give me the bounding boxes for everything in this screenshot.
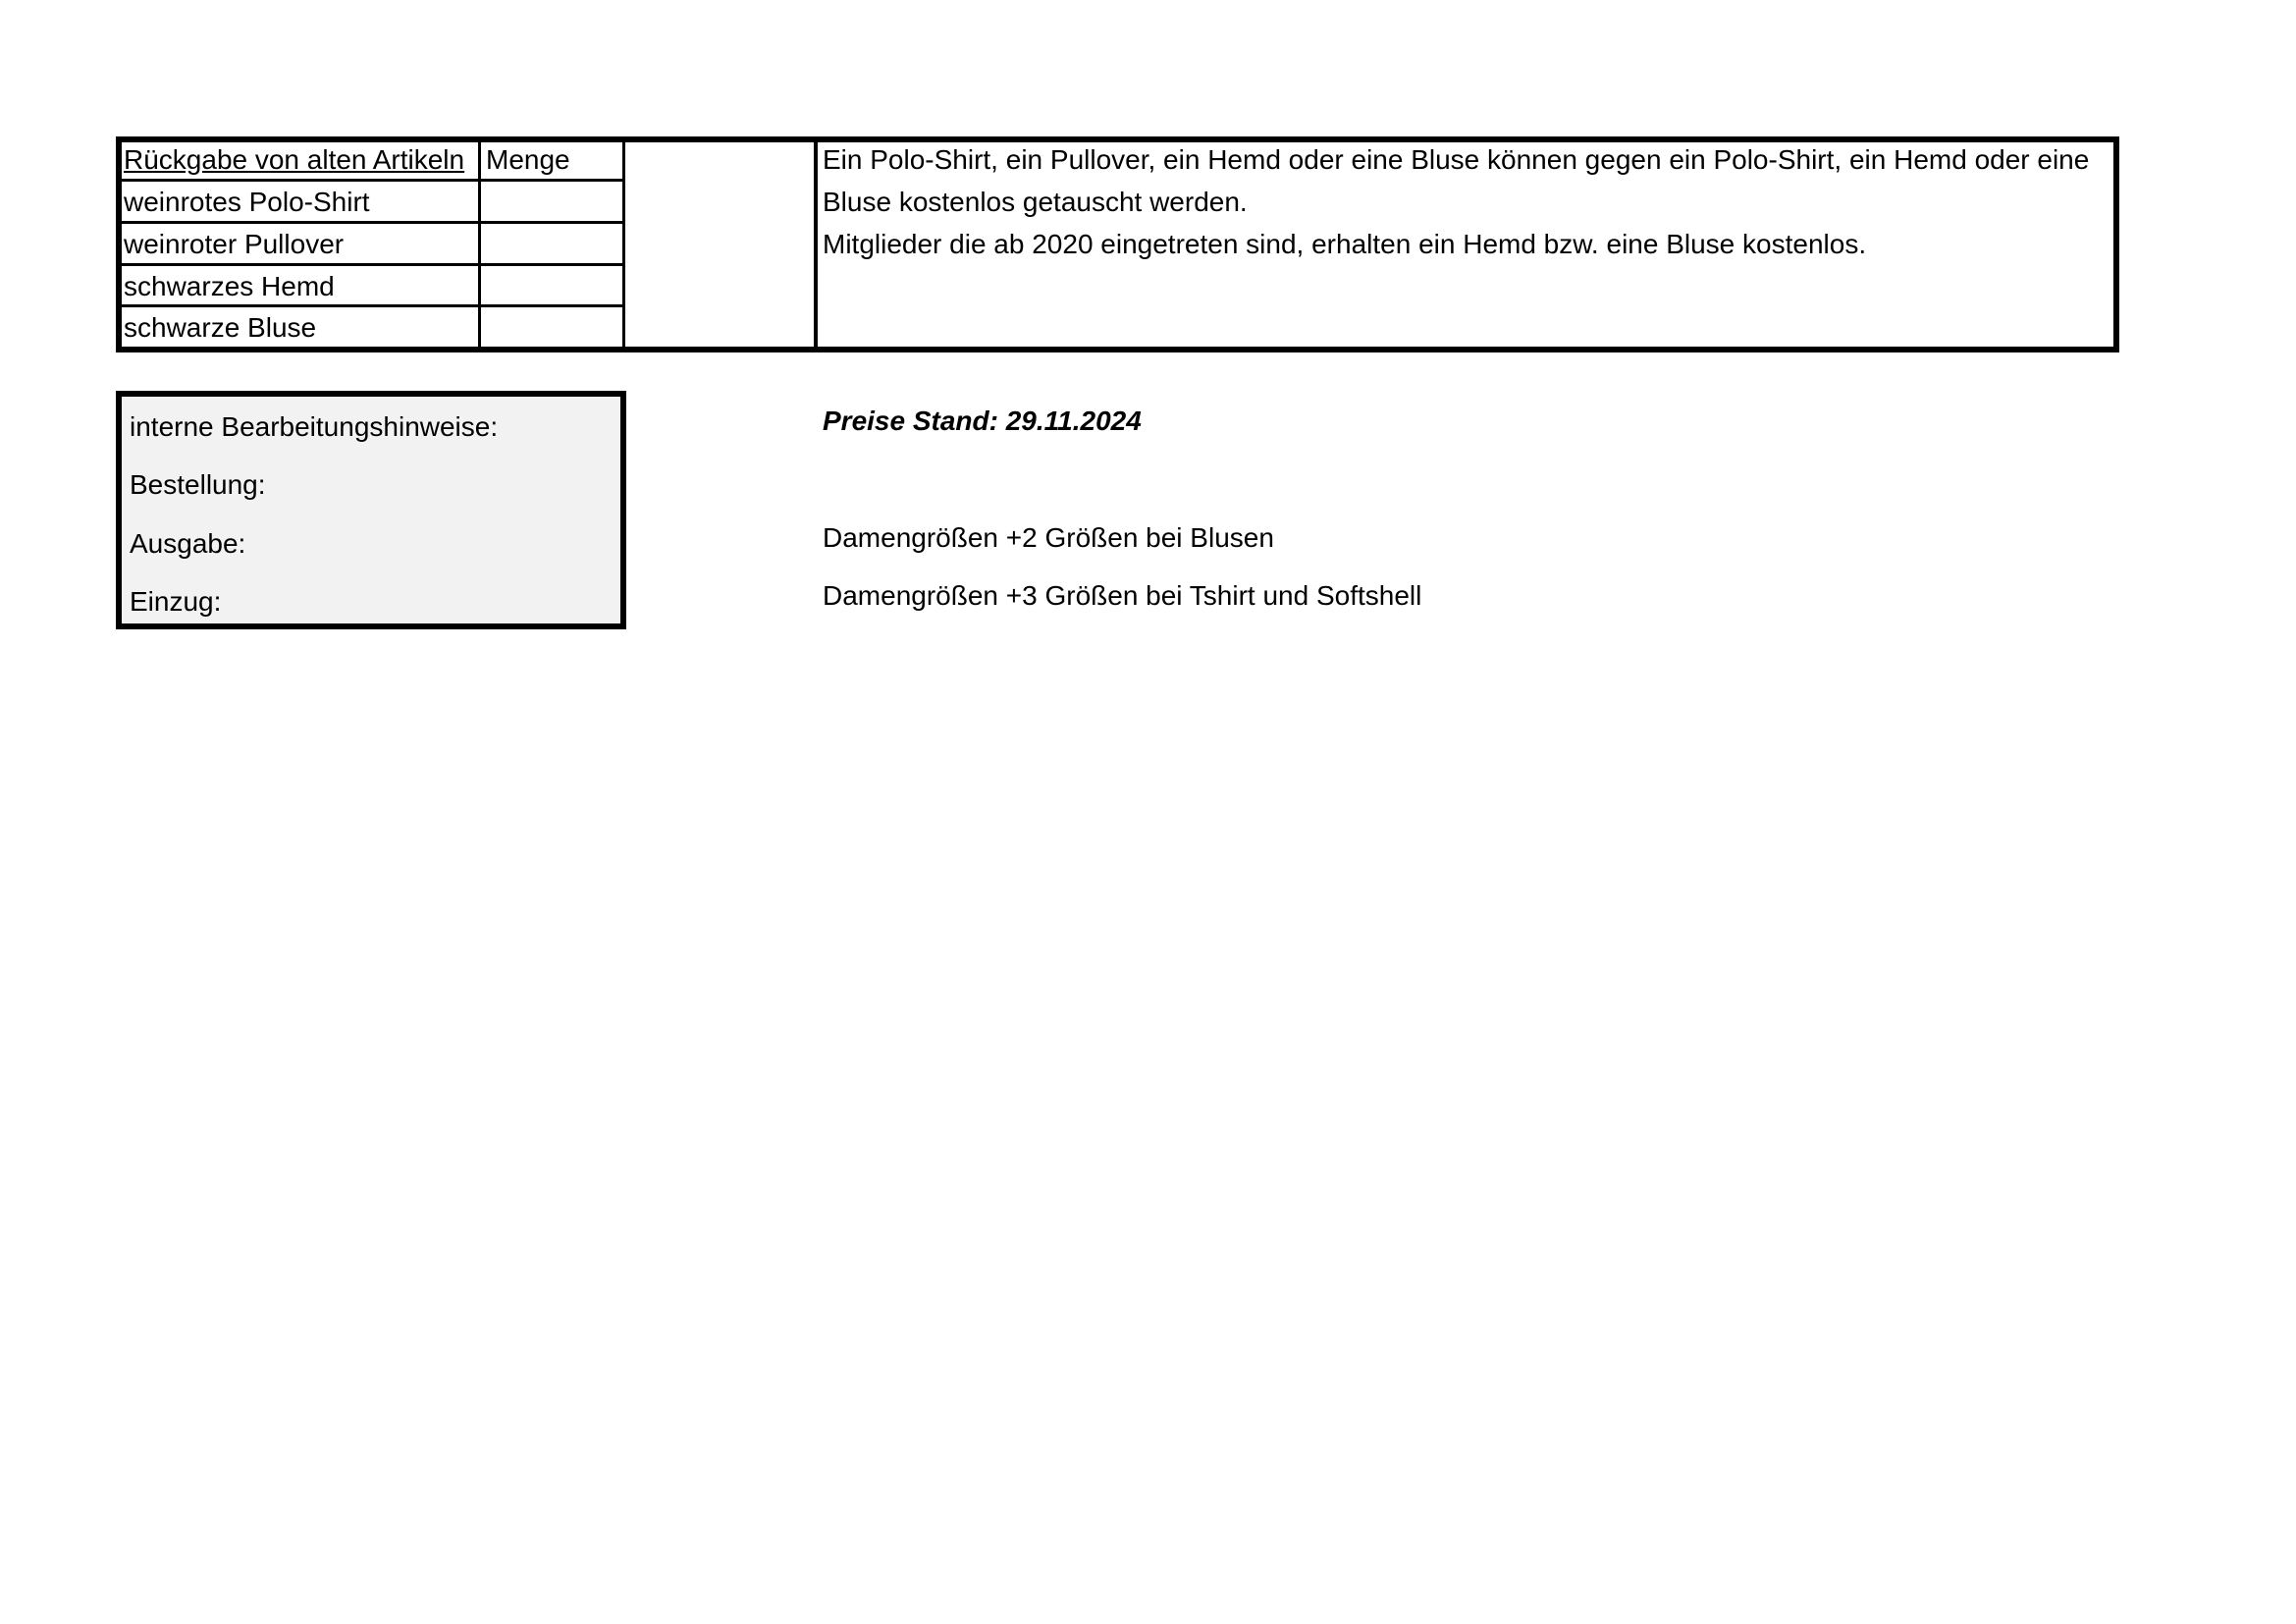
- header-quantity: Menge: [486, 144, 570, 175]
- size-note-blouses: Damengrößen +2 Größen bei Blusen: [823, 522, 1274, 553]
- order-label: Bestellung:: [130, 469, 266, 500]
- exchange-note-line-2: Bluse kostenlos getauscht werden.: [823, 187, 1248, 217]
- header-article: Rückgabe von alten Artikeln: [124, 144, 465, 175]
- issue-label: Ausgabe:: [130, 528, 246, 559]
- table-row-quantity[interactable]: [480, 307, 621, 348]
- table-row-quantity[interactable]: [480, 224, 621, 264]
- exchange-note-line-1: Ein Polo-Shirt, ein Pullover, ein Hemd oder eine Bluse können gegen ein Polo-Shirt, ein Hemd oder eine: [823, 144, 2090, 175]
- column-divider-note: [814, 139, 818, 350]
- table-row-quantity[interactable]: [480, 182, 621, 222]
- prices-date: Preise Stand: 29.11.2024: [823, 406, 1142, 436]
- table-row-article: weinrotes Polo-Shirt: [124, 187, 370, 217]
- exchange-note-line-3: Mitglieder die ab 2020 eingetreten sind, erhalten ein Hemd bzw. eine Bluse kostenlos.: [823, 229, 1867, 259]
- table-row-quantity[interactable]: [480, 266, 621, 306]
- collection-label: Einzug:: [130, 586, 222, 617]
- table-row-article: weinroter Pullover: [124, 229, 345, 259]
- table-row-article: schwarzes Hemd: [124, 271, 335, 301]
- size-note-tshirt: Damengrößen +3 Größen bei Tshirt und Softshell: [823, 580, 1422, 611]
- table-row-article: schwarze Bluse: [124, 312, 317, 343]
- column-divider-empty: [622, 139, 625, 350]
- internal-notes-box: [116, 391, 626, 629]
- internal-notes-title: interne Bearbeitungshinweise:: [130, 411, 499, 442]
